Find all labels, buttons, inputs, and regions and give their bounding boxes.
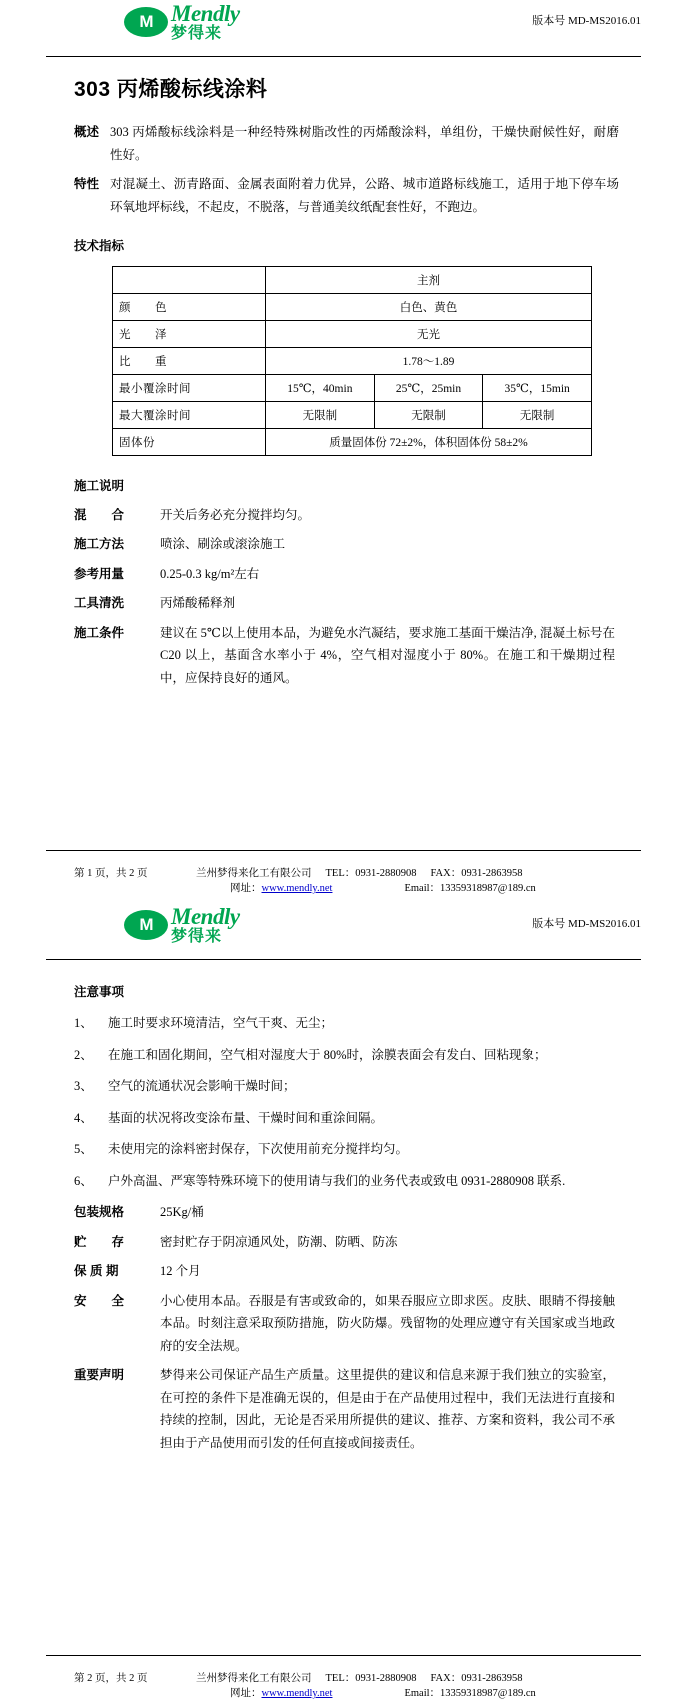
row-value-max-recoat-25c: 无限制 (374, 401, 483, 428)
construction-text-conditions: 建议在 5℃以上使用本品，为避免水汽凝结，要求施工基面干燥洁净, 混凝土标号在 C20 以上，基面含水率小于 4%，空气相对湿度小于 80%。在施工和干燥期过程中，应保持良好的通风。 (160, 625, 615, 685)
construction-label-cleaning: 工具清洗 (74, 596, 125, 610)
logo-chinese-name: 梦得来 (171, 25, 223, 42)
row-label-gloss: 光 泽 (113, 320, 266, 347)
row-label-solids: 固体份 (113, 428, 266, 455)
row-value-min-recoat-15c: 15℃，40min (266, 374, 375, 401)
list-item (74, 1012, 641, 1035)
notes-heading: 注意事项 (74, 985, 125, 999)
footer-website-label-2: 网址： (230, 1688, 262, 1699)
note-index-4: 4、 (74, 1110, 93, 1125)
features-text: 对混凝土、沥青路面、金属表面附着力优异，公路、城市道路标线施工，适用于地下停车场环氧地坪标线，不起皮，不脱落，与普通美纹纸配套性好，不跑边。 (110, 177, 619, 215)
note-text-5: 未使用完的涂料密封保存，下次使用前充分搅拌均匀。 (108, 1142, 409, 1156)
list-item (74, 1138, 641, 1161)
construction-row-method (74, 533, 641, 556)
footer-fax-2: FAX：0931-2863958 (430, 1673, 523, 1684)
page2-spacer (46, 1461, 641, 1651)
spec-row-shelf-life (74, 1260, 641, 1283)
logo-english-name: Mendly (171, 904, 240, 929)
page-footer-1 (46, 861, 641, 903)
features-label: 特性 (74, 177, 100, 192)
logo-mark-icon (124, 910, 168, 940)
row-value-min-recoat-35c: 35℃，15min (483, 374, 592, 401)
list-item (74, 1075, 641, 1098)
row-label-color: 颜 色 (113, 293, 266, 320)
footer-website-link-2[interactable]: www.mendly.net (261, 1688, 333, 1699)
list-item (74, 1170, 641, 1193)
footer-tel-1: TEL：0931-2880908 (325, 868, 417, 879)
version-number-2: 版本号 MD-MS2016.01 (532, 918, 641, 930)
footer-website-link-1[interactable]: www.mendly.net (261, 883, 333, 894)
features-row (74, 173, 641, 219)
note-text-2: 在施工和固化期间，空气相对湿度大于 80%时，涂膜表面会有发白、回粘现象； (108, 1047, 547, 1062)
construction-label-coverage: 参考用量 (74, 566, 125, 581)
header-divider (46, 56, 641, 57)
table-row (113, 374, 592, 401)
construction-block (46, 476, 641, 690)
row-value-density: 1.78～1.89 (266, 347, 592, 374)
page-header-2 (46, 903, 641, 955)
construction-text-mixing: 开关后务必充分搅拌均匀。 (160, 507, 311, 522)
spec-label-packaging: 包装规格 (74, 1205, 125, 1219)
footer-divider-1 (46, 850, 641, 851)
page-header (46, 0, 641, 52)
spec-row-disclaimer (74, 1364, 641, 1454)
construction-text-method: 喷涂、刷涂或滚涂施工 (160, 537, 286, 551)
footer-fax-1: FAX：0931-2863958 (430, 868, 523, 879)
footer-company-2: 兰州梦得来化工有限公司 (196, 1673, 312, 1684)
footer-divider-2 (46, 1655, 641, 1656)
note-index-1: 1、 (74, 1016, 93, 1030)
construction-row-coverage (74, 563, 641, 586)
note-index-2: 2、 (74, 1047, 93, 1062)
footer-email-1: Email：13359318987@189.cn (404, 883, 536, 894)
note-text-3: 空气的流通状况会影响干燥时间； (108, 1079, 296, 1093)
table-row (113, 428, 592, 455)
footer-tel-2: TEL：0931-2880908 (325, 1673, 417, 1684)
note-index-3: 3、 (74, 1079, 93, 1093)
row-value-color: 白色、黄色 (266, 293, 592, 320)
construction-label-mixing: 混 合 (74, 507, 125, 522)
list-item (74, 1044, 641, 1067)
construction-text-cleaning: 丙烯酸稀释剂 (160, 596, 236, 610)
table-row (113, 347, 592, 374)
spec-text-safety: 小心使用本品。吞服是有害或致命的，如果吞服应立即求医。皮肤、眼睛不得接触本品。时刻注意采取预防措施，防火防爆。残留物的处理应遵守有关国家或当地政府的安全法规。 (160, 1293, 615, 1353)
page-title: 303 丙烯酸标线涂料 (74, 78, 268, 101)
row-value-solids: 质量固体份 72±2%，体积固体份 58±2% (266, 428, 592, 455)
row-label-max-recoat: 最大覆涂时间 (113, 401, 266, 428)
construction-label-conditions: 施工条件 (74, 625, 125, 640)
page1-spacer (46, 696, 641, 846)
construction-row-conditions (74, 622, 641, 690)
footer-page-number-1: 第 1 页，共 2 页 (74, 868, 148, 879)
list-item (74, 1107, 641, 1130)
footer-email-2: Email：13359318987@189.cn (404, 1688, 536, 1699)
document-page-2 (0, 903, 687, 1708)
footer-company-1: 兰州梦得来化工有限公司 (196, 868, 312, 879)
construction-label-method: 施工方法 (74, 537, 125, 551)
spec-row-safety (74, 1290, 641, 1358)
row-value-min-recoat-25c: 25℃，25min (374, 374, 483, 401)
construction-text-coverage: 0.25-0.3 kg/m²左右 (160, 566, 260, 581)
note-text-6: 户外高温、严寒等特殊环境下的使用请与我们的业务代表或致电 0931-2880908 联系. (108, 1173, 566, 1188)
table-row (113, 401, 592, 428)
construction-row-mixing (74, 504, 641, 527)
construction-row-cleaning (74, 592, 641, 615)
overview-text: 303 丙烯酸标线涂料是一种经特殊树脂改性的丙烯酸涂料，单组份，干燥快耐候性好，耐磨性好。 (110, 125, 619, 163)
company-logo-2 (124, 905, 240, 945)
note-text-1: 施工时要求环境清洁，空气干爽、无尘； (108, 1016, 334, 1030)
version-number: 版本号 MD-MS2016.01 (532, 15, 641, 27)
company-logo (124, 2, 240, 42)
spec-table-header-main: 主剂 (266, 266, 592, 293)
spec-heading: 技术指标 (74, 238, 125, 253)
spec-text-disclaimer: 梦得来公司保证产品生产质量。这里提供的建议和信息来源于我们独立的实验室，在可控的条件下是准确无误的，但是由于在产品使用过程中，我们无法进行直接和持续的控制，因此，无论是否采用所提供的建议、推荐、方案和资料，我公司不承担由于产品使用而引发的任何直接或间接责任。 (160, 1368, 615, 1450)
row-value-max-recoat-15c: 无限制 (266, 401, 375, 428)
spec-text-storage: 密封贮存于阴凉通风处，防潮、防晒、防冻 (160, 1234, 398, 1249)
logo-mark-icon (124, 7, 168, 37)
header-divider-2 (46, 959, 641, 960)
row-value-gloss: 无光 (266, 320, 592, 347)
table-row (113, 293, 592, 320)
spec-table-corner (113, 266, 266, 293)
spec-text-packaging: 25Kg/桶 (160, 1205, 204, 1219)
table-row (113, 266, 592, 293)
spec-label-shelf-life: 保 质 期 (74, 1264, 119, 1278)
row-value-max-recoat-35c: 无限制 (483, 401, 592, 428)
row-label-density: 比 重 (113, 347, 266, 374)
spec-row-packaging (74, 1201, 641, 1224)
footer-page-number-2: 第 2 页，共 2 页 (74, 1673, 148, 1684)
overview-row (74, 121, 641, 167)
spec-label-disclaimer: 重要声明 (74, 1368, 125, 1382)
construction-heading: 施工说明 (74, 478, 125, 493)
footer-website-label-1: 网址： (230, 883, 262, 894)
spec-label-storage: 贮 存 (74, 1234, 125, 1249)
note-index-6: 6、 (74, 1173, 93, 1188)
row-label-min-recoat: 最小覆涂时间 (113, 374, 266, 401)
spec-row-storage (74, 1231, 641, 1254)
spec-label-safety: 安 全 (74, 1293, 125, 1308)
page-footer-2 (46, 1666, 641, 1708)
table-row (113, 320, 592, 347)
note-index-5: 5、 (74, 1142, 93, 1156)
logo-chinese-name: 梦得来 (171, 928, 223, 945)
logo-english-name: Mendly (171, 1, 240, 26)
overview-label: 概述 (74, 125, 100, 139)
spec-text-shelf-life: 12 个月 (160, 1264, 201, 1278)
note-text-4: 基面的状况将改变涂布量、干燥时间和重涂间隔。 (108, 1110, 384, 1125)
spec-table (112, 266, 592, 456)
